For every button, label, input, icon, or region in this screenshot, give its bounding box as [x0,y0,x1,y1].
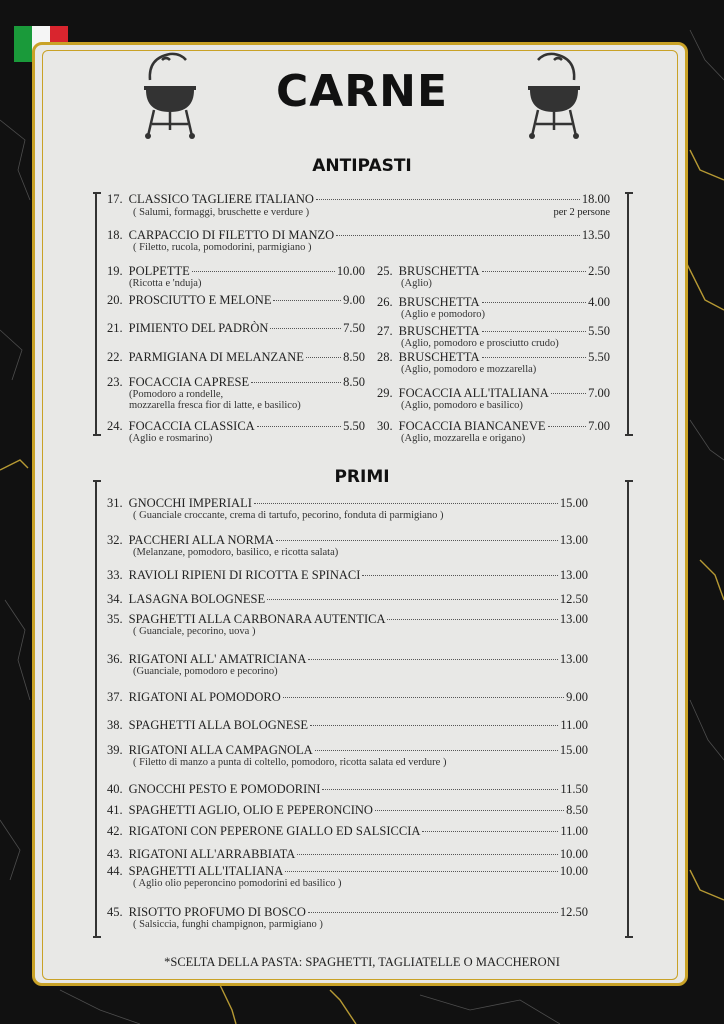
menu-item [107,718,588,732]
item-description: (Pomodoro a rondelle, [129,389,224,400]
item-description: (Aglio) [401,278,432,289]
item-price: 8.50 [343,350,365,364]
bracket-left [95,192,105,436]
menu-item [107,321,365,335]
item-number: 38. [107,718,123,732]
menu-item [107,192,610,220]
item-description: ( Guanciale croccante, crema di tartufo, pecorino, fonduta di parmigiano ) [133,510,444,521]
item-number: 32. [107,533,123,547]
item-name: CLASSICO TAGLIERE ITALIANO [128,192,314,206]
menu-item [107,419,365,444]
item-price: 13.00 [559,533,588,547]
item-price: 13.50 [581,228,610,242]
item-price: 5.50 [588,350,610,364]
item-number: 19. [107,264,123,278]
menu-item [107,350,365,364]
item-number: 30. [377,419,393,433]
item-description: mozzarella fresca fior di latte, e basilico) [129,400,301,411]
item-name: FOCACCIA BIANCANEVE [398,419,546,433]
item-description: ( Guanciale, pecorino, uova ) [133,626,256,637]
item-name: BRUSCHETTA [398,324,480,338]
item-name: PACCHERI ALLA NORMA [128,533,275,547]
item-number: 24. [107,419,123,433]
item-number: 20. [107,293,123,307]
item-number: 41. [107,803,123,817]
item-name: GNOCCHI PESTO E POMODORINI [128,782,321,796]
menu-item [377,264,610,289]
menu-item [107,496,588,521]
item-name: SPAGHETTI AGLIO, OLIO E PEPERONCINO [128,803,373,817]
menu-item [377,419,610,444]
menu-item [107,533,588,558]
item-name: FOCACCIA CLASSICA [128,419,255,433]
menu-item [107,847,588,861]
item-name: PIMIENTO DEL PADRÒN [128,321,269,335]
item-price: 13.00 [559,612,588,626]
item-name: CARPACCIO DI FILETTO DI MANZO [128,228,335,242]
item-name: RIGATONI AL POMODORO [128,690,281,704]
menu-item [377,324,610,349]
item-description: (Aglio, pomodoro e mozzarella) [401,364,537,375]
item-name: RISOTTO PROFUMO DI BOSCO [128,905,306,919]
item-number: 42. [107,824,123,838]
item-name: PROSCIUTTO E MELONE [128,293,272,307]
menu-item [107,264,365,289]
item-number: 36. [107,652,123,666]
item-number: 43. [107,847,123,861]
menu-item [377,350,610,375]
menu-item [107,782,588,796]
item-serving-note: per 2 persone [553,207,610,218]
item-price: 13.00 [559,568,588,582]
menu-item [107,743,588,768]
item-description: (Aglio, mozzarella e origano) [401,433,526,444]
item-price: 15.00 [559,743,588,757]
item-number: 37. [107,690,123,704]
item-description: ( Salumi, formaggi, bruschette e verdure ) [133,207,310,218]
menu-item [107,652,588,677]
item-name: BRUSCHETTA [398,350,480,364]
menu-item [107,375,365,411]
bracket-right [627,480,637,938]
item-number: 22. [107,350,123,364]
item-name: SPAGHETTI ALLA BOLOGNESE [128,718,309,732]
item-price: 12.50 [559,905,588,919]
item-name: RIGATONI ALL' AMATRICIANA [128,652,307,666]
menu-item [107,690,588,704]
item-price: 10.00 [559,864,588,878]
item-number: 23. [107,375,123,389]
bracket-right [627,192,637,436]
item-number: 40. [107,782,123,796]
item-price: 9.00 [566,690,588,704]
item-number: 44. [107,864,123,878]
section-heading-primi: PRIMI [334,467,390,487]
item-name: RIGATONI ALLA CAMPAGNOLA [128,743,313,757]
menu-item [107,568,588,582]
item-price: 2.50 [588,264,610,278]
item-price: 4.00 [588,295,610,309]
item-description: ( Filetto di manzo a punta di coltello, pomodoro, ricotta salata ed verdure ) [133,757,447,768]
item-description: (Aglio, pomodoro e basilico) [401,400,523,411]
item-name: FOCACCIA ALL'ITALIANA [398,386,549,400]
item-price: 15.00 [559,496,588,510]
item-name: PARMIGIANA DI MELANZANE [128,350,304,364]
item-description: (Aglio, pomodoro e prosciutto crudo) [401,338,559,349]
item-number: 29. [377,386,393,400]
page-title: CARNE [275,66,449,117]
item-name: LASAGNA BOLOGNESE [128,592,266,606]
item-price: 8.50 [343,375,365,389]
item-price: 7.00 [588,419,610,433]
item-description: (Ricotta e 'nduja) [129,278,202,289]
pasta-choice-note: *SCELTA DELLA PASTA: SPAGHETTI, TAGLIATELLE O MACCHERONI [164,955,560,969]
item-number: 39. [107,743,123,757]
item-number: 25. [377,264,393,278]
item-price: 13.00 [559,652,588,666]
item-price: 11.00 [560,824,588,838]
item-name: SPAGHETTI ALL'ITALIANA [128,864,284,878]
menu-item [377,295,610,320]
item-description: (Aglio e rosmarino) [129,433,213,444]
item-price: 8.50 [566,803,588,817]
item-price: 7.00 [588,386,610,400]
item-number: 21. [107,321,123,335]
item-price: 7.50 [343,321,365,335]
item-description: ( Aglio olio peperoncino pomodorini ed basilico ) [133,878,342,889]
item-number: 17. [107,192,123,206]
item-name: RIGATONI ALL'ARRABBIATA [128,847,296,861]
item-name: BRUSCHETTA [398,264,480,278]
menu-item [107,612,588,637]
item-description: (Guanciale, pomodoro e pecorino) [133,666,278,677]
item-price: 9.00 [343,293,365,307]
item-number: 28. [377,350,393,364]
item-name: GNOCCHI IMPERIALI [128,496,252,510]
item-price: 11.50 [560,782,588,796]
item-number: 35. [107,612,123,626]
item-name: RAVIOLI RIPIENI DI RICOTTA E SPINACI [128,568,361,582]
section-heading-antipasti: ANTIPASTI [312,156,412,176]
item-number: 27. [377,324,393,338]
bracket-left [95,480,105,938]
item-number: 34. [107,592,123,606]
item-name: SPAGHETTI ALLA CARBONARA AUTENTICA [128,612,386,626]
item-price: 11.00 [560,718,588,732]
menu-item [107,592,588,606]
item-number: 26. [377,295,393,309]
menu-item [107,293,365,307]
menu-item [107,228,610,253]
menu-item [107,905,588,930]
item-description: ( Salsiccia, funghi champignon, parmigiano ) [133,919,323,930]
item-price: 10.00 [336,264,365,278]
item-price: 10.00 [559,847,588,861]
menu-item [107,824,588,838]
item-price: 12.50 [559,592,588,606]
item-number: 31. [107,496,123,510]
item-number: 33. [107,568,123,582]
item-description: ( Filetto, rucola, pomodorini, parmigiano ) [133,242,312,253]
item-name: BRUSCHETTA [398,295,480,309]
item-name: POLPETTE [128,264,190,278]
item-number: 45. [107,905,123,919]
item-number: 18. [107,228,123,242]
item-name: FOCACCIA CAPRESE [128,375,250,389]
item-price: 5.50 [588,324,610,338]
item-price: 5.50 [343,419,365,433]
item-description: (Melanzane, pomodoro, basilico, e ricotta salata) [133,547,339,558]
menu-item [107,803,588,817]
item-name: RIGATONI CON PEPERONE GIALLO ED SALSICCIA [128,824,421,838]
menu-item [377,386,610,411]
menu-item [107,864,588,889]
item-price: 18.00 [581,192,610,206]
item-description: (Aglio e pomodoro) [401,309,485,320]
